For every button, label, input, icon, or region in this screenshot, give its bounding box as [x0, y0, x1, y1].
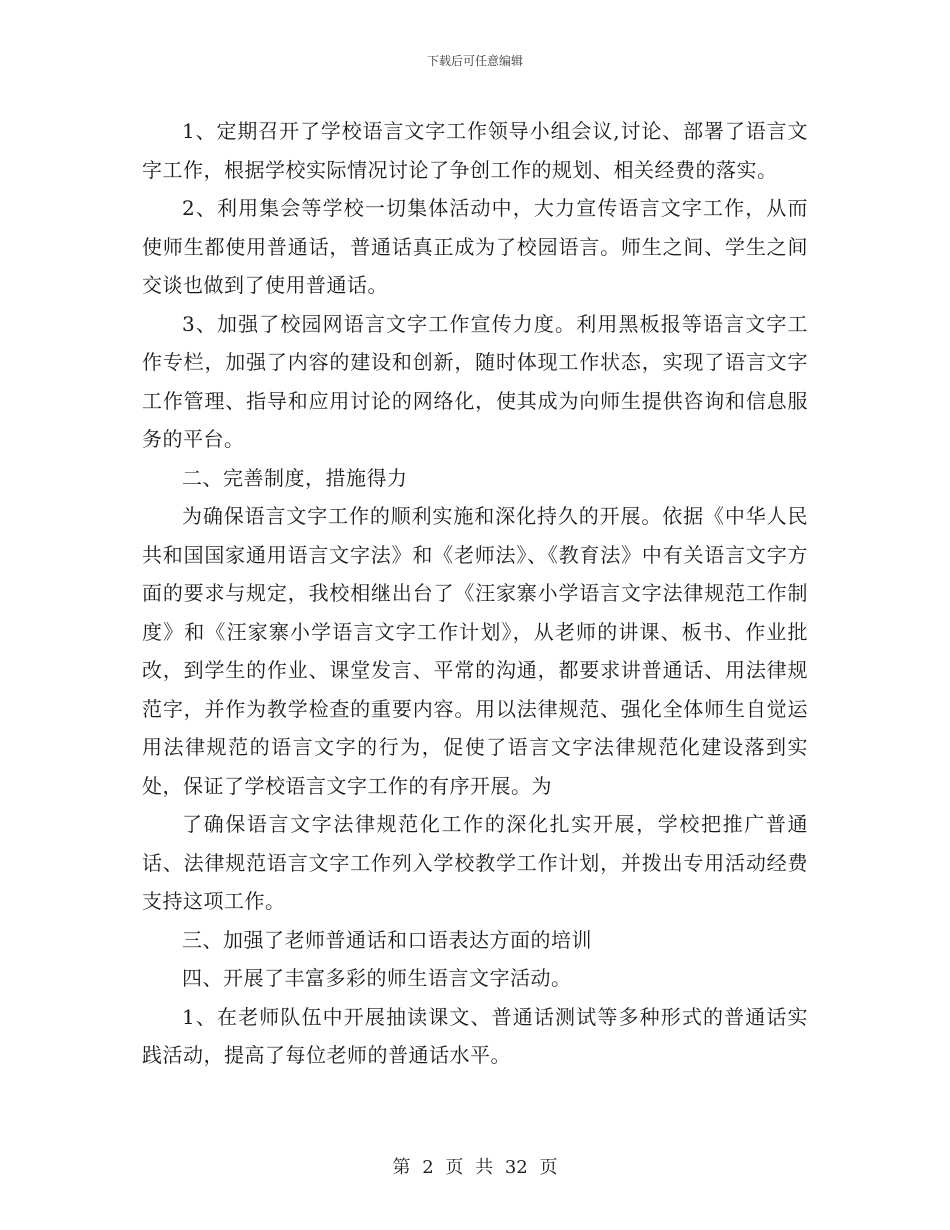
section-heading-3: 三、加强了老师普通话和口语表达方面的培训 [182, 927, 592, 952]
paragraph-item-3-website: 3、加强了校园网语言文字工作宣传力度。利用黑板报等语言文字工作专栏，加强了内容的建设和创新，随时体现工作状态，实现了语言文字工作管理、指导和应用讨论的网络化，使其成为向师生提供咨询和信息服务的平台。 [142, 311, 808, 451]
document-body [142, 112, 808, 1075]
paragraph-item-1-meeting: 1、定期召开了学校语言文字工作领导小组会议,讨论、部署了语言文字工作，根据学校实际情况讨论了争创工作的规划、相关经费的落实。 [142, 119, 808, 182]
page-number: 第 2 页 共 32 页 [392, 1157, 558, 1178]
section-heading-4: 四、开展了丰富多彩的师生语言文字活动。 [182, 966, 572, 990]
paragraph-regulations: 为确保语言文字工作的顺利实施和深化持久的开展。依据《中华人民共和国国家通用语言文字法》和《老师法》、《教育法》中有关语言文字方面的要求与规定，我校相继出台了《汪家寨小学语言文字法律规范工作制度》和《汪家寨小学语言文字工作计划》，从老师的讲课、板书、作业批改，到学生的作业、课堂发言、平常的沟通，都要求讲普通话、用法律规范字，并作为教学检查的重要内容。用以法律规范、强化全体师生自觉运用法律规范的语言文字的行为，促使了语言文字法律规范化建设落到实处，保证了学校语言文字工作的有序开展。为 [142, 504, 808, 798]
paragraph-item-2-publicity: 2、利用集会等学校一切集体活动中，大力宣传语言文字工作，从而使师生都使用普通话，普通话真正成为了校园语言。师生之间、学生之间交谈也做到了使用普通话。 [142, 196, 808, 297]
paragraph-activities-1: 1、在老师队伍中开展抽读课文、普通话测试等多种形式的普通话实践活动，提高了每位老师的普通话水平。 [142, 1004, 808, 1067]
page-header: 下载后可任意编辑 [426, 54, 523, 68]
section-heading-2: 二、完善制度，措施得力 [182, 465, 408, 490]
paragraph-funding: 了确保语言文字法律规范化工作的深化扎实开展，学校把推广普通话、法律规范语言文字工作列入学校教学工作计划，并拨出专用活动经费支持这项工作。 [142, 812, 808, 913]
